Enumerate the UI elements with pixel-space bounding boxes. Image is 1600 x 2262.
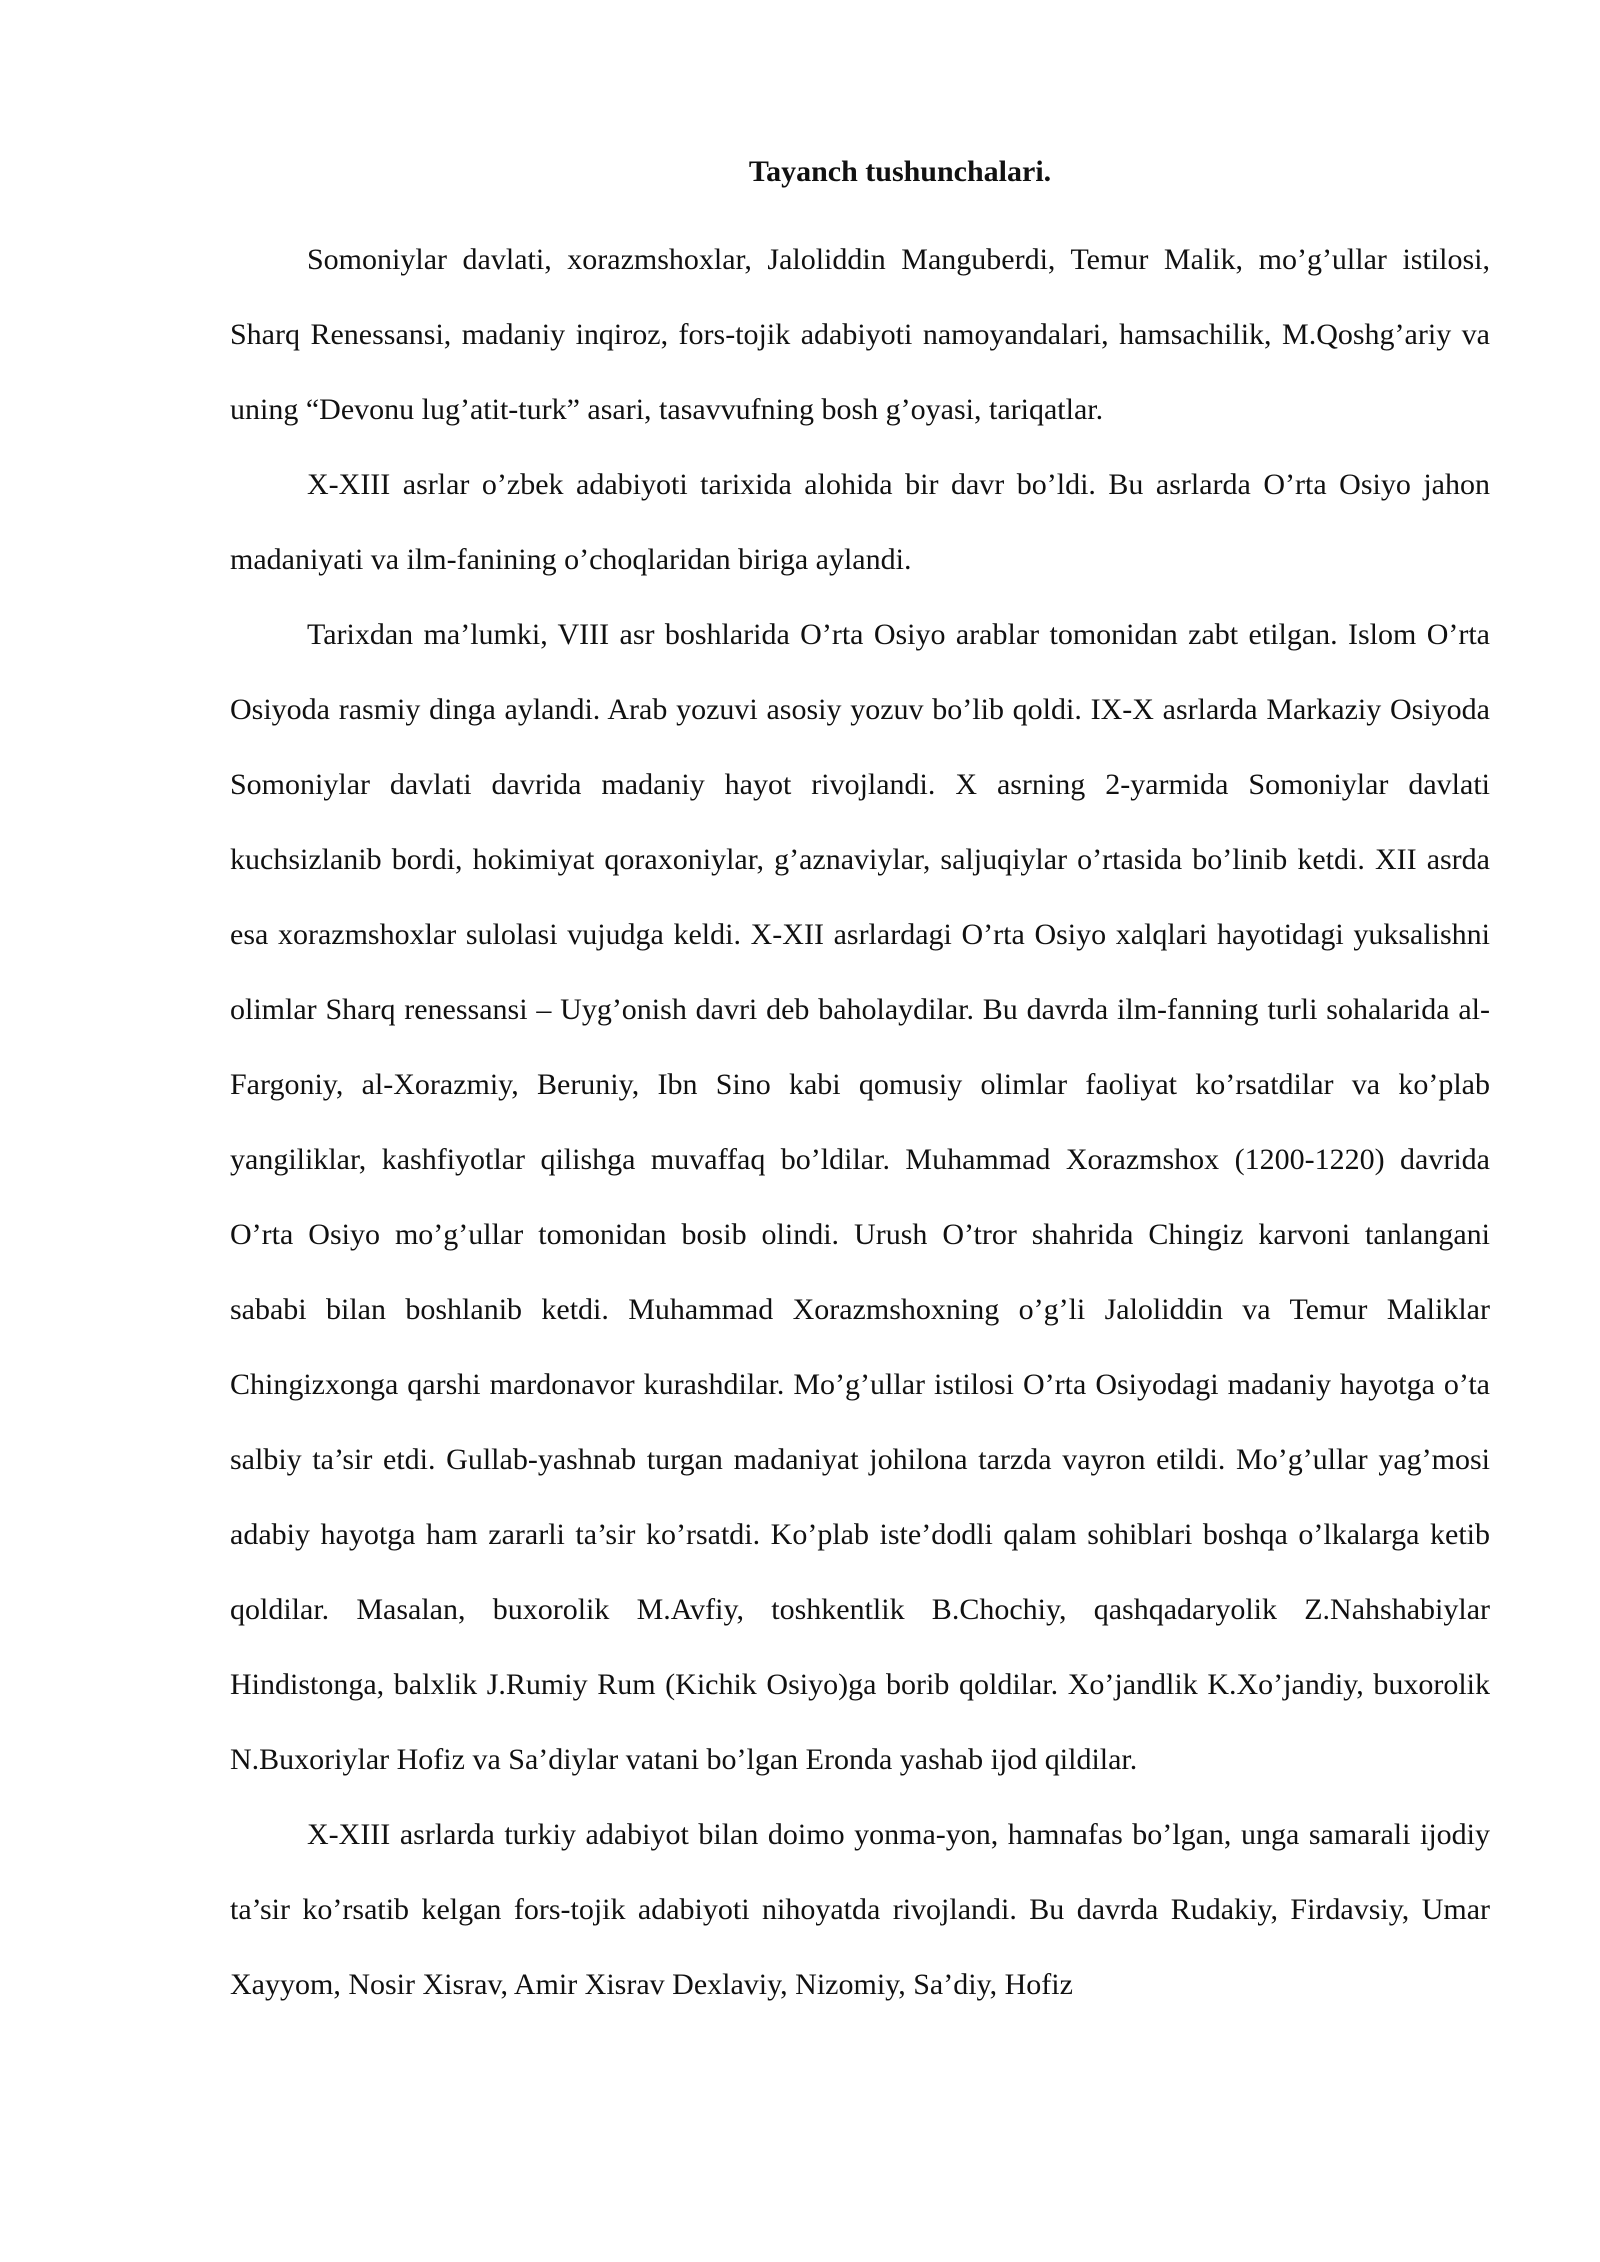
paragraph-intro: X-XIII asrlar o’zbek adabiyoti tarixida alohida bir davr bo’ldi. Bu asrlarda O’rta Osiyo jahon madaniyati va ilm-fanining o’choqlaridan biriga aylandi.: [230, 468, 1490, 576]
paragraph-history: Tarixdan ma’lumki, VIII asr boshlarida O’rta Osiyo arablar tomonidan zabt etilgan. Islom O’rta Osiyoda rasmiy dinga aylandi. Arab yozuvi asosiy yozuv bo’lib qoldi. IX-X asrlarda Markaziy Osiyoda Somoniylar davlati davrida madaniy hayot rivojlandi. X asrning 2-yarmida Somoniylar davlati kuchsizlanib bordi, hokimiyat qoraxoniylar, g’aznaviylar, saljuqiylar o’rtasida bo’linib ketdi. XII asrda esa xorazmshoxlar sulolasi vujudga keldi. X-XII asrlardagi O’rta Osiyo xalqlari hayotidagi yuksalishni olimlar Sharq renessansi – Uyg’onish davri deb baholaydilar. Bu davrda ilm-fanning turli sohalarida al-Fargoniy, al-Xorazmiy, Beruniy, Ibn Sino kabi qomusiy olimlar faoliyat ko’rsatdilar va ko’plab yangiliklar, kashfiyotlar qilishga muvaffaq bo’ldilar. Muhammad Xorazmshox (1200-1220) davrida O’rta Osiyo mo’g’ullar tomonidan bosib olindi. Urush O’tror shahrida Chingiz karvoni tanlangani sababi bilan boshlanib ketdi. Muhammad Xorazmshoxning o’g’li Jaloliddin va Temur Maliklar Chingizxonga qarshi mardonavor kurashdilar. Mo’g’ullar istilosi O’rta Osiyodagi madaniy hayotga o’ta salbiy ta’sir etdi. Gullab-yashnab turgan madaniyat johilona tarzda vayron etildi. Mo’g’ullar yag’mosi adabiy hayotga ham zararli ta’sir ko’rsatdi. Ko’plab iste’dodli qalam sohiblari boshqa o’lkalarga ketib qoldilar. Masalan, buxorolik M.Avfiy, toshkentlik B.Chochiy, qashqadaryolik Z.Nahshabiylar Hindistonga, balxlik J.Rumiy Rum (Kichik Osiyo)ga borib qoldilar. Xo’jandlik K.Xo’jandiy, buxorolik N.Buxoriylar Hofiz va Sa’diylar vatani bo’lgan Eronda yashab ijod qildilar.: [230, 618, 1490, 1776]
paragraph-persian-literature: X-XIII asrlarda turkiy adabiyot bilan doimo yonma-yon, hamnafas bo’lgan, unga samarali ijodiy ta’sir ko’rsatib kelgan fors-tojik adabiyoti nihoyatda rivojlandi. Bu davrda Rudakiy, Firdavsiy, Umar Xayyom, Nosir Xisrav, Amir Xisrav Dexlaviy, Nizomiy, Sa’diy, Hofiz: [230, 1818, 1490, 2001]
paragraph-key-concepts: Somoniylar davlati, xorazmshoxlar, Jaloliddin Manguberdi, Temur Malik, mo’g’ullar istilosi, Sharq Renessansi, madaniy inqiroz, fors-tojik adabiyoti namoyandalari, hamsachilik, M.Qoshg’ariy va uning “Devonu lug’atit-turk” asari, tasavvufning bosh g’oyasi, tariqatlar.: [230, 243, 1490, 426]
document-body: [230, 150, 1490, 2022]
section-title: Tayanch tushunchalari.: [748, 155, 1052, 188]
